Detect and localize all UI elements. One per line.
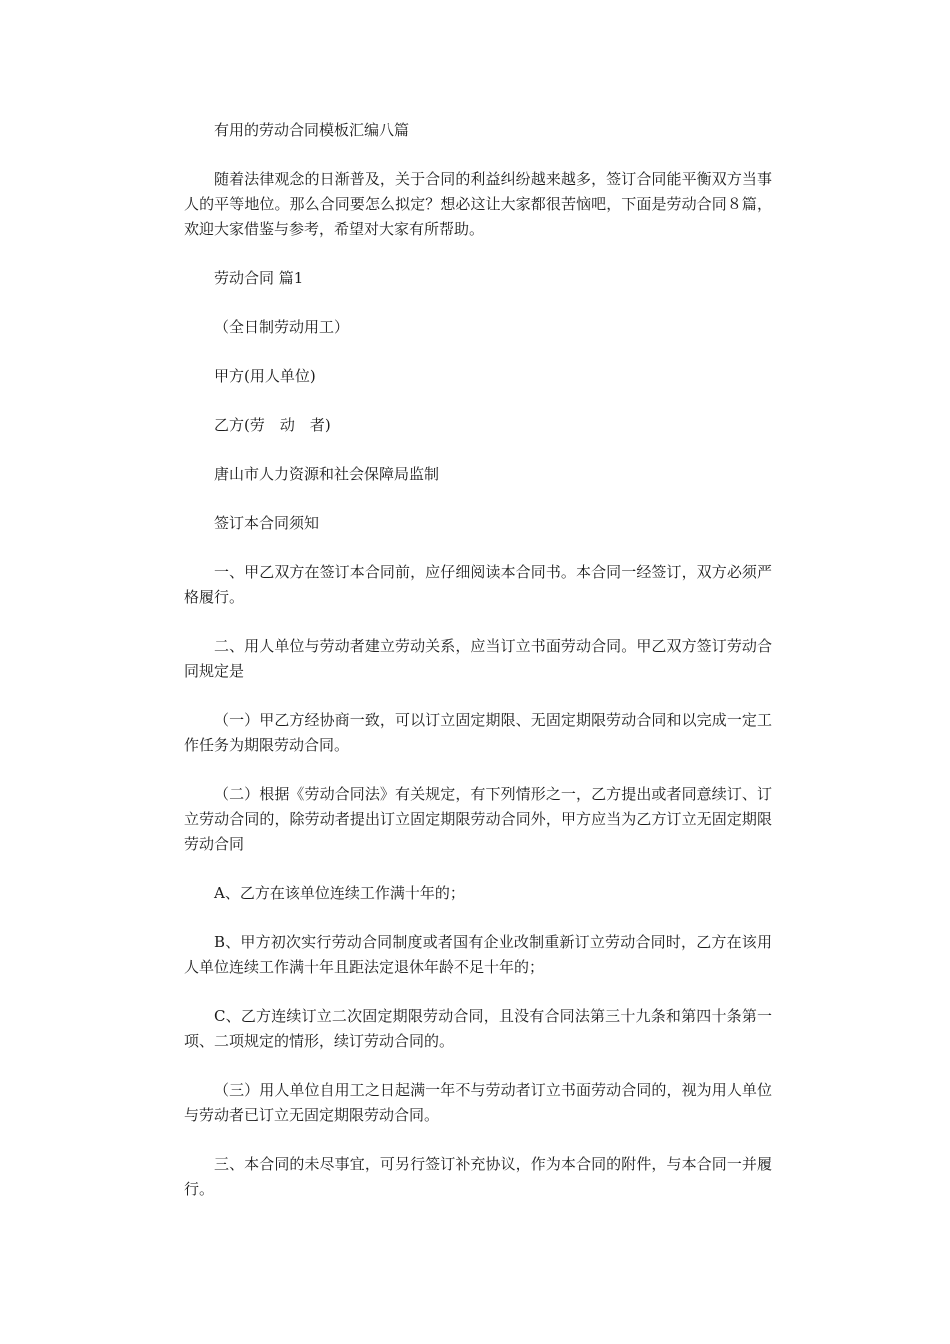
contract-heading: 劳动合同 篇1 [214,269,304,287]
notice-item-3: 三、本合同的未尽事宜，可另行签订补充协议，作为本合同的附件，与本合同一并履行。 [184,1155,772,1198]
document-title: 有用的劳动合同模板汇编八篇 [214,121,410,139]
contract-type: （全日制劳动用工） [214,318,350,336]
notice-case-c: C、乙方连续订立二次固定期限劳动合同，且没有合同法第三十九条和第四十条第一项、二项规定的情形，续订劳动合同的。 [184,1007,772,1050]
intro-paragraph: 随着法律观念的日渐普及，关于合同的利益纠纷越来越多，签订合同能平衡双方当事人的平等地位。那么合同要怎么拟定？想必这让大家都很苦恼吧，下面是劳动合同８篇，欢迎大家借鉴与参考，希望对大家有所帮助。 [184,170,772,238]
notice-case-b: B、甲方初次实行劳动合同制度或者国有企业改制重新订立劳动合同时，乙方在该用人单位连续工作满十年且距法定退休年龄不足十年的； [184,933,772,976]
notice-subitem-3: （三）用人单位自用工之日起满一年不与劳动者订立书面劳动合同的，视为用人单位与劳动者已订立无固定期限劳动合同。 [184,1081,772,1124]
notice-item-2: 二、用人单位与劳动者建立劳动关系，应当订立书面劳动合同。甲乙双方签订劳动合同规定是 [184,637,772,680]
notice-subitem-2: （二）根据《劳动合同法》有关规定，有下列情形之一，乙方提出或者同意续订、订立劳动合同的，除劳动者提出订立固定期限劳动合同外，甲方应当为乙方订立无固定期限劳动合同 [184,785,772,853]
notice-item-1: 一、甲乙双方在签订本合同前，应仔细阅读本合同书。本合同一经签订，双方必须严格履行。 [184,563,772,606]
document-page [184,118,772,1226]
notice-case-a: A、乙方在该单位连续工作满十年的； [214,884,465,902]
party-a-label: 甲方(用人单位) [214,367,316,385]
notice-subitem-1: （一）甲乙方经协商一致，可以订立固定期限、无固定期限劳动合同和以完成一定工作任务为期限劳动合同。 [184,711,772,754]
issuer-line: 唐山市人力资源和社会保障局监制 [214,465,440,483]
party-b-label: 乙方(劳 动 者) [214,416,331,434]
notice-heading: 签订本合同须知 [214,514,320,532]
